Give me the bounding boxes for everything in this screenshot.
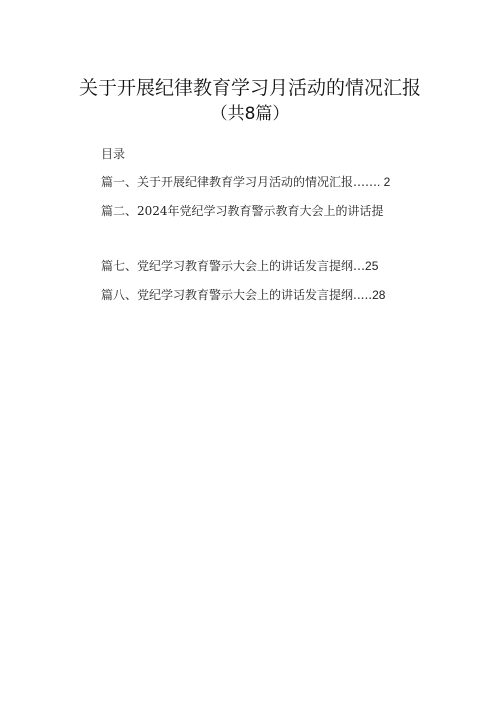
toc-entry-text: 篇二、2024年党纪学习教育警示教育大会上的讲话提 xyxy=(101,204,384,218)
toc-entry-text: 篇八、党纪学习教育警示大会上的讲话发言提纲..... xyxy=(101,288,373,302)
document-title: 关于开展纪律教育学习月活动的情况汇报 xyxy=(78,77,421,99)
toc-entry[interactable] xyxy=(101,287,385,303)
toc-entry-page: . 2 xyxy=(377,175,391,189)
toc-entry[interactable] xyxy=(101,203,384,219)
toc-entry-page: 28 xyxy=(372,288,386,302)
toc-entry[interactable] xyxy=(101,174,390,190)
toc-entry[interactable] xyxy=(101,258,378,274)
toc-entry-text: 篇七、党纪学习教育警示大会上的讲话发言提纲… xyxy=(101,259,366,273)
toc-entry-text: 篇一、关于开展纪律教育学习月活动的情况汇报…… xyxy=(101,175,378,189)
toc-heading: 目录 xyxy=(101,147,126,161)
toc-entry-page: 25 xyxy=(365,259,379,273)
document-subtitle: （共8篇） xyxy=(210,104,290,124)
